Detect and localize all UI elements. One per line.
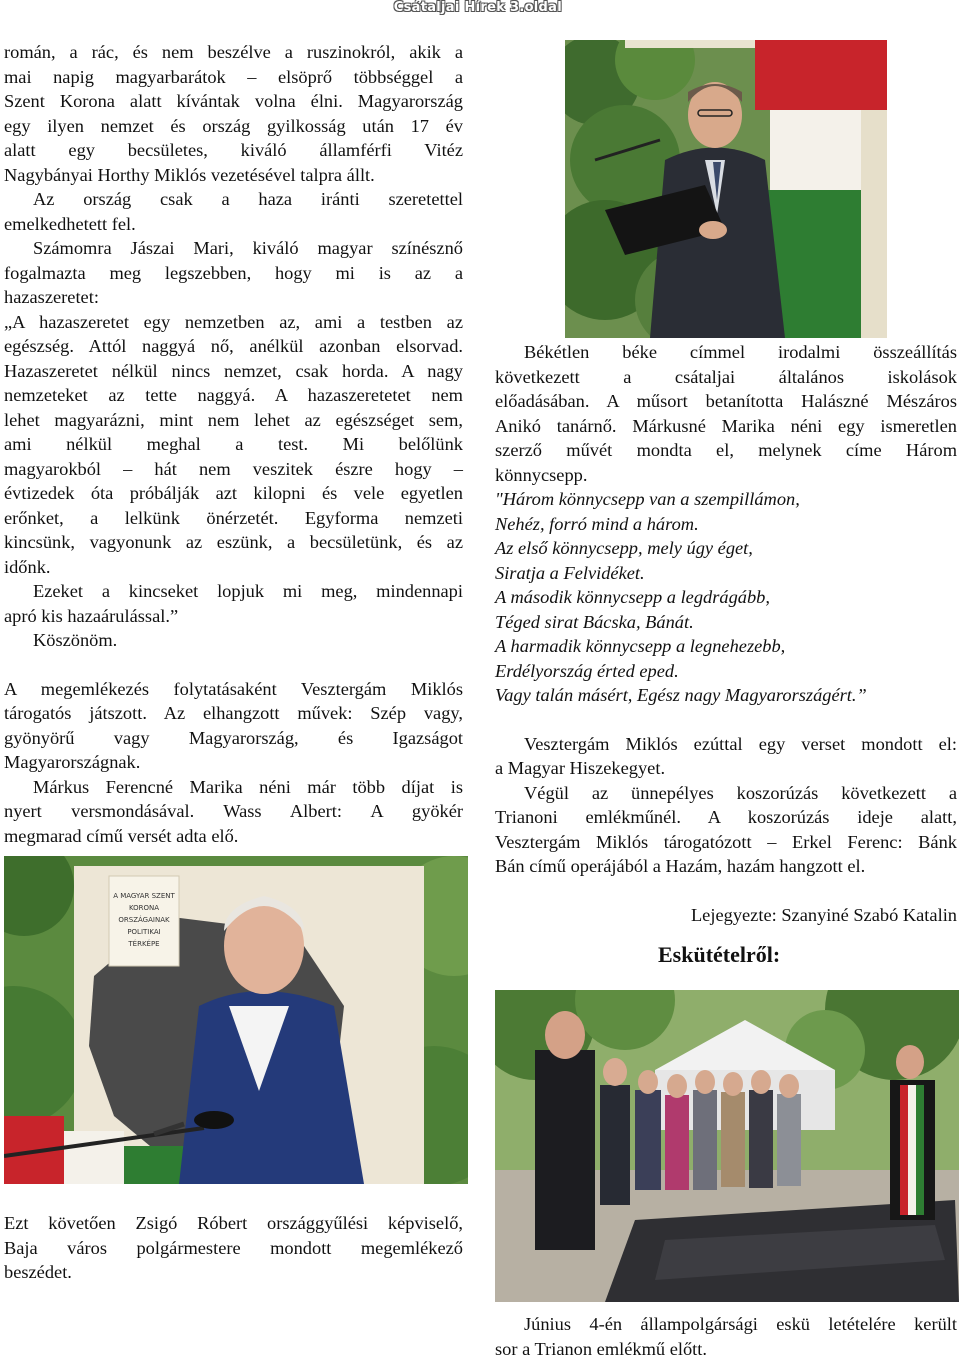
text-line: kincsünk, vagyonunk az eszünk, a becsületünk, és az [4,530,463,555]
text-line: előadásában. A műsort betanította Halászné Mészáros [495,389,957,414]
text-line: szerző művét mondta el, melynek címe Három [495,438,957,463]
text-line: tárogatós játszott. Az elhangzott művek: Szép vagy, [4,701,463,726]
poem-line: Siratja a Felvidéket. [495,561,957,586]
text-line: Vesztergám Miklós ezúttal egy verset mondott el: [495,732,957,757]
text-line: ami nélkül meghal a test. Mi belőlünk [4,432,463,457]
text-line: mai napig magyarbarátok – elsöprő többséggel a [4,65,463,90]
text-line: alatt egy becsületes, kiváló államférfi Vitéz [4,138,463,163]
svg-text:POLITIKAI: POLITIKAI [127,928,160,936]
text-line: Ezeket a kincseket lopjuk mi meg, mindennapi [4,579,463,604]
text-line: Magyarországnak. [4,750,463,775]
text-line: erőnket, a lelkünk önérzetét. Egyforma nemzeti [4,506,463,531]
text-line: Szent Korona alatt kívántak volna élni. Magyarország [4,89,463,114]
text-line: nyert versmondásával. Wass Albert: A gyökér [4,799,463,824]
text-line: Az ország csak a haza iránti szeretettel [4,187,463,212]
text-line: Végül az ünnepélyes koszorúzás következett a [495,781,957,806]
page-header: Csátaljai Hírek 3.oldal [394,0,562,15]
svg-text:ORSZÁGAINAK: ORSZÁGAINAK [118,915,170,924]
text-line: Június 4-én állampolgársági eskü letételére került [495,1312,957,1337]
text-line: sor a Trianon emlékmű előtt. [495,1337,957,1361]
poem-line: Az első könnycsepp, mely úgy éget, [495,536,957,561]
text-line: egészség. Attól naggyá nő, anélkül azonban elsorvad. [4,334,463,359]
text-line: Hazaszeretet nélkül nincs nemzet, csak horda. A nagy [4,359,463,384]
left-column [4,40,463,848]
section-heading: Eskütételről: [658,942,780,968]
caption-right [495,1312,957,1361]
text-line: Vesztergám Miklós tárogatózott – Erkel Ferenc: Bánk [495,830,957,855]
author-signature: Lejegyezte: Szanyiné Szabó Katalin [495,903,957,928]
text-line: időnk. [4,555,463,580]
poem-line: Erdélyország érted eped. [495,659,957,684]
poem-line: Nehéz, forró mind a három. [495,512,957,537]
poem-line: "Három könnycsepp van a szempillámon, [495,487,957,512]
text-line: Ezt követően Zsigó Róbert országgyűlési képviselő, [4,1211,463,1236]
poem-line: Vagy talán másért, Egész nagy Magyarországért.” [495,683,957,708]
text-line: gyönyörű vagy Magyarország, és Igazságot [4,726,463,751]
text-line: Békétlen béke címmel irodalmi összeállítás [495,340,957,365]
text-line: Bán című operájából a Hazám, hazám hangzott el. [495,854,957,879]
text-line: megmarad című versét adta elő. [4,824,463,849]
right-column [495,340,957,927]
text-line: Márkus Ferencné Marika néni már több díjat is [4,775,463,800]
text-line: Anikó tanárnő. Márkusné Marika néni egy ismeretlen [495,414,957,439]
poem-line: Téged sirat Bácska, Bánát. [495,610,957,635]
photo-speaker-podium [565,40,887,338]
text-line: emelkedhetett fel. [4,212,463,237]
text-line: „A hazaszeretet egy nemzetben az, ami a testben az [4,310,463,335]
text-line: fogalmazta meg legszebben, hogy mi is az a [4,261,463,286]
svg-text:TÉRKÉPE: TÉRKÉPE [127,939,159,948]
text-line: Nagybányai Horthy Miklós vezetésével talpra állt. [4,163,463,188]
text-line: magyarokból – hát nem veszitek észre hogy – [4,457,463,482]
svg-text:KORONA: KORONA [129,904,159,912]
text-line: román, a rác, és nem beszélve a ruszinokról, akik a [4,40,463,65]
text-line: könnycsepp. [495,463,957,488]
text-line: lehet magyarázni, mint nem lehet az egészséget sem, [4,408,463,433]
caption-left [4,1211,463,1285]
text-line: apró kis hazaárulással.” [4,604,463,629]
text-line: A megemlékezés folytatásaként Vesztergám Miklós [4,677,463,702]
text-line: Baja város polgármestere mondott megemlékező [4,1236,463,1261]
text-line: beszédet. [4,1260,463,1285]
text-line: évtizedek óta próbálják azt kilopni és vele egyetlen [4,481,463,506]
text-line: egy ilyen nemzet és ország gyilkosság után 17 év [4,114,463,139]
text-line: Trianoni emlékműnél. A koszorúzás ideje alatt, [495,805,957,830]
text-line: hazaszeretet: [4,285,463,310]
text-line: Köszönöm. [4,628,463,653]
text-line: következett a csátaljai általános iskolások [495,365,957,390]
poem-line: A második könnycsepp a legdrágább, [495,585,957,610]
text-line: Számomra Jászai Mari, kiváló magyar színésznő [4,236,463,261]
text-line: a Magyar Hiszekegyet. [495,756,957,781]
poem-line: A harmadik könnycsepp a legnehezebb, [495,634,957,659]
photo-woman-reciting [4,856,468,1184]
text-line: nemzeteket az tette naggyá. A hazaszeretetet nem [4,383,463,408]
svg-text:A MAGYAR SZENT: A MAGYAR SZENT [113,892,175,900]
photo-oath-ceremony [495,990,959,1302]
